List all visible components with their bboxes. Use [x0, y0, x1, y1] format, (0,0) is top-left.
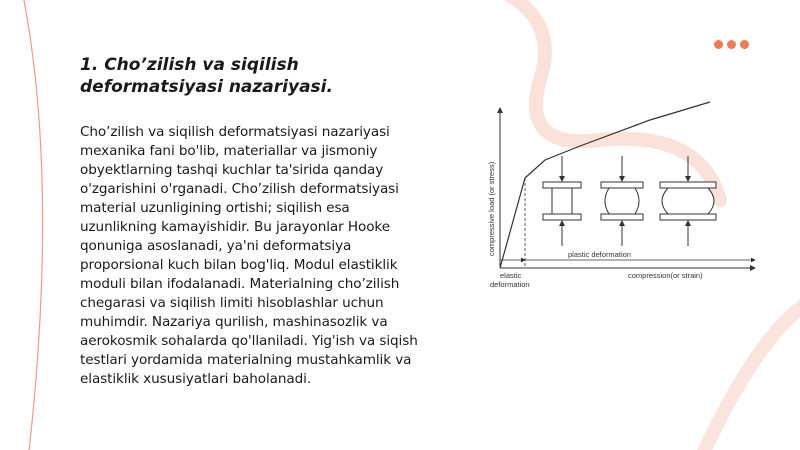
right-arc-decoration	[700, 300, 800, 450]
dot-icon	[740, 40, 749, 49]
elastic-label-line2: deformation	[490, 280, 530, 288]
menu-dots-icon	[714, 40, 749, 49]
elastic-label-line1: elastic	[500, 271, 522, 280]
slide-body-text: Cho’zilish va siqilish deformatsiyasi nazariyasi mexanika fani bo'lib, materiallar va jismoniy obyektlarning tashqi kuchlar ta'sirida qanday o'zgarishini o'rganadi. Cho’zilish deformatsiyasi material uzunligining ortishi; siqilish esa uzunlikning kamayishidir. Bu jarayonlar Hooke qonuniga asoslanadi, ya'ni deformatsiya proporsional kuch bilan bog'liq. Modul elastiklik moduli bilan ifodalanadi. Materialning cho’zilish chegarasi va siqilish limiti hisoblashlar uchun muhimdir. Nazariya qurilish, mashinasozlik va aerokosmik sohalarda qo'llaniladi. Yig'ish va siqish testlari yordamida materialning mustahkamlik va elastiklik xususiyatlari baholanadi.	[80, 124, 418, 387]
specimen-straight	[543, 156, 581, 246]
plastic-label: plastic deformation	[568, 250, 631, 259]
specimen-barrel	[660, 156, 716, 246]
x-axis-label: compression(or strain)	[628, 271, 703, 280]
compression-diagram	[480, 98, 770, 288]
left-arc-decoration	[22, 0, 43, 450]
dot-icon	[727, 40, 736, 49]
slide-title: 1. Cho’zilish va siqilish deformatsiyasi nazariyasi.	[80, 55, 333, 97]
y-axis-label: compressive load (or stress)	[487, 161, 496, 256]
specimen-bulged	[601, 156, 643, 246]
dot-icon	[714, 40, 723, 49]
